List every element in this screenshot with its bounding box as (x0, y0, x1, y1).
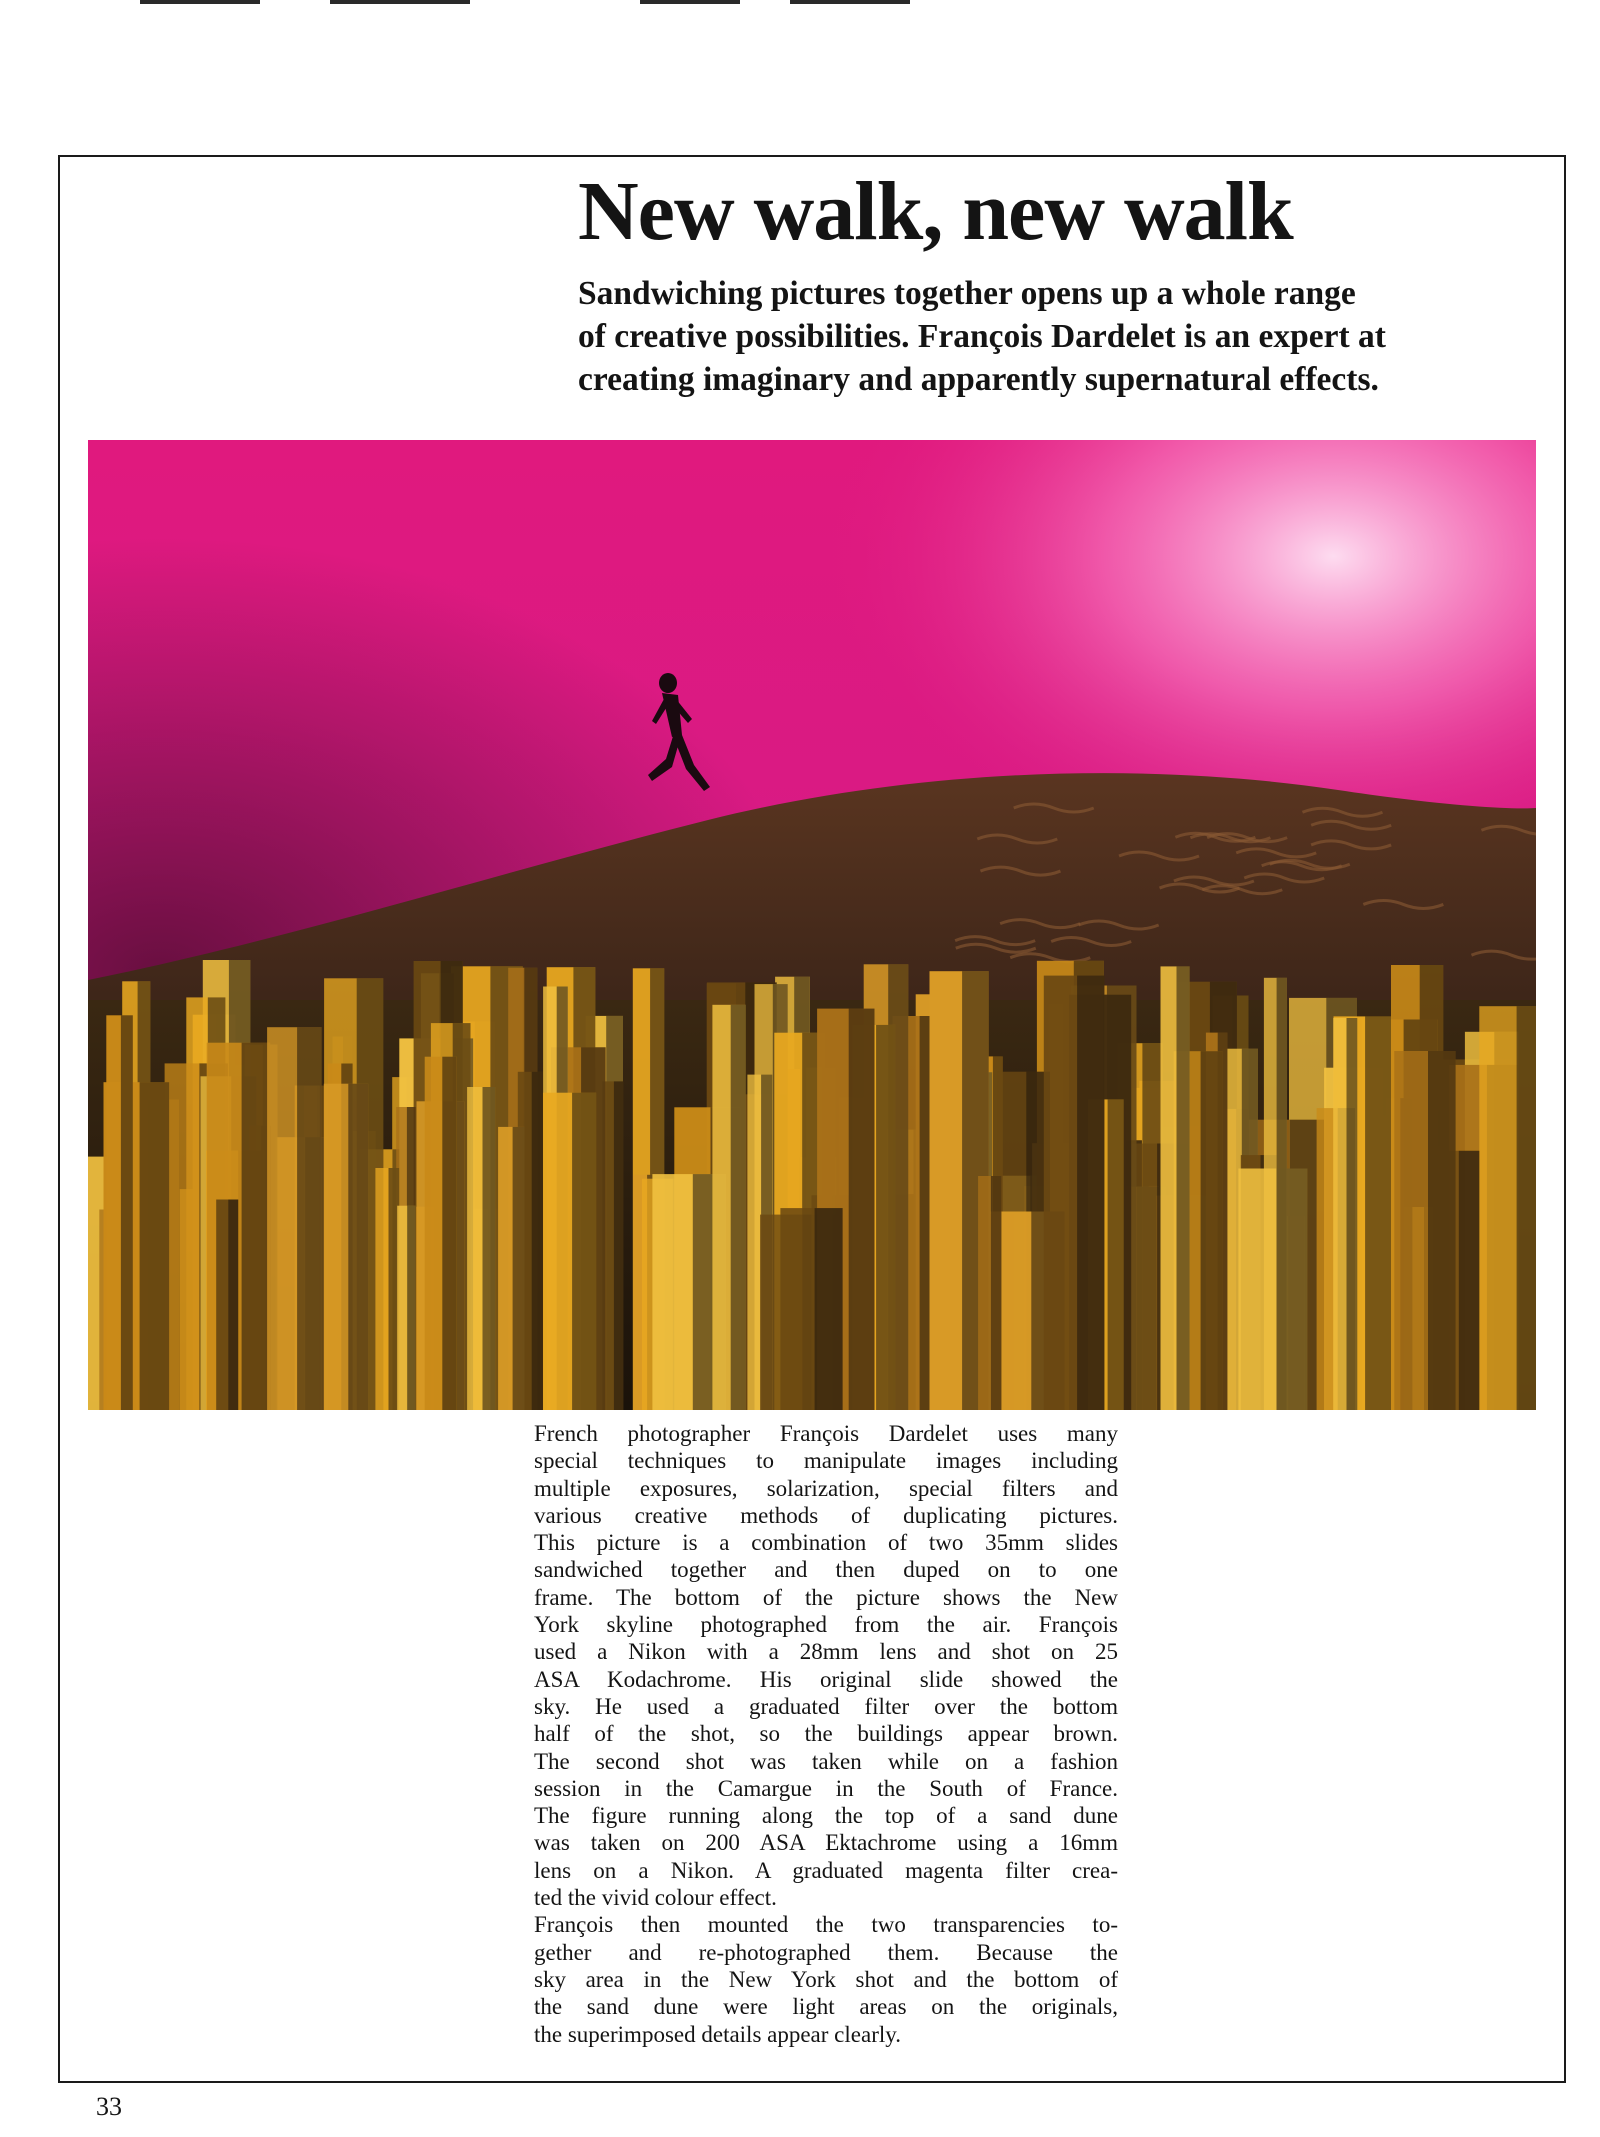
building-shadow (815, 1208, 843, 1410)
standfirst-line: creating imaginary and apparently supernatural effects. (578, 361, 1379, 398)
photo-illustration (88, 440, 1536, 1410)
caption-line: York skyline photographed from the air. François (534, 1612, 1118, 1638)
building-shadow (876, 1025, 895, 1410)
caption-line: used a Nikon with a 28mm lens and shot on 25 (534, 1639, 1118, 1665)
caption-line: sky area in the New York shot and the bottom of (534, 1966, 1118, 1992)
headline: New walk, new walk (578, 165, 1293, 258)
caption-line: François then mounted the two transparencies to- (534, 1912, 1118, 1938)
building-shadow (532, 1072, 543, 1410)
top-edge-mark (330, 0, 470, 4)
building-shadow (442, 1057, 456, 1410)
caption-line: sandwiched together and then duped on to one (534, 1557, 1118, 1583)
building-shadow (1428, 1051, 1456, 1410)
caption-line: frame. The bottom of the picture shows the New (534, 1584, 1118, 1610)
standfirst (578, 272, 1538, 401)
building-shadow (1177, 966, 1190, 1410)
caption-line: various creative methods of duplicating pictures. (534, 1502, 1118, 1528)
building-shadow (407, 1206, 415, 1410)
building-shadow (1459, 1151, 1480, 1410)
building-shadow (1365, 1016, 1391, 1410)
caption-line: was taken on 200 ASA Ektachrome using a 16mm (534, 1830, 1118, 1856)
caption-line: the superimposed details appear clearly. (534, 2021, 902, 2047)
caption-line: ted the vivid colour effect. (534, 1885, 777, 1911)
standfirst-line: Sandwiching pictures together opens up a whole range (578, 275, 1356, 312)
caption-line: lens on a Nikon. A graduated magenta filter crea- (534, 1857, 1118, 1883)
building-shadow (297, 1027, 322, 1410)
caption-line: half of the shot, so the buildings appear brown. (534, 1721, 1118, 1747)
building-shadow (513, 1127, 525, 1410)
building-shadow (348, 1084, 368, 1410)
page-number: 33 (96, 2092, 122, 2121)
caption-line: The figure running along the top of a sand dune (534, 1803, 1118, 1829)
caption-line: multiple exposures, solarization, special filters and (534, 1475, 1118, 1501)
building-shadow (1347, 1018, 1358, 1410)
building-shadow (242, 1043, 271, 1410)
caption-line: gether and re-photographed them. Because the (534, 1939, 1118, 1965)
building-shadow (1201, 1051, 1223, 1410)
building-shadow (228, 1200, 238, 1411)
building-shadow (849, 1009, 875, 1410)
building-shadow (731, 1005, 746, 1410)
caption-line: sky. He used a graduated filter over the bottom (534, 1693, 1118, 1719)
sandwich-photo (88, 440, 1536, 1410)
building-shadow (572, 1093, 596, 1410)
top-edge-mark (140, 0, 260, 4)
caption-line: session in the Camargue in the South of France. (534, 1775, 1118, 1801)
top-edge-mark (790, 0, 910, 4)
caption-line: special techniques to manipulate images including (534, 1448, 1118, 1474)
building-shadow (140, 1082, 170, 1410)
building-shadow (121, 1015, 133, 1410)
building-shadow (1108, 1099, 1124, 1410)
caption-line: This picture is a combination of two 35mm slides (534, 1530, 1118, 1556)
building-shadow (991, 1176, 1002, 1410)
caption-line: the sand dune were light areas on the originals, (534, 1994, 1118, 2020)
building-shadow (1077, 976, 1104, 1410)
building-shadow (483, 1087, 496, 1410)
building-shadow (1517, 1006, 1536, 1410)
caption-line: ASA Kodachrome. His original slide showed the (534, 1666, 1118, 1692)
building-shadow (1277, 978, 1287, 1410)
photo-caption (534, 1420, 1118, 2048)
building-shadow (614, 1081, 624, 1410)
caption-line: French photographer François Dardelet uses many (534, 1421, 1118, 1446)
top-edge-mark (640, 0, 740, 4)
caption-line: The second shot was taken while on a fashion (534, 1748, 1118, 1774)
standfirst-line: of creative possibilities. François Dardelet is an expert at (578, 318, 1386, 355)
